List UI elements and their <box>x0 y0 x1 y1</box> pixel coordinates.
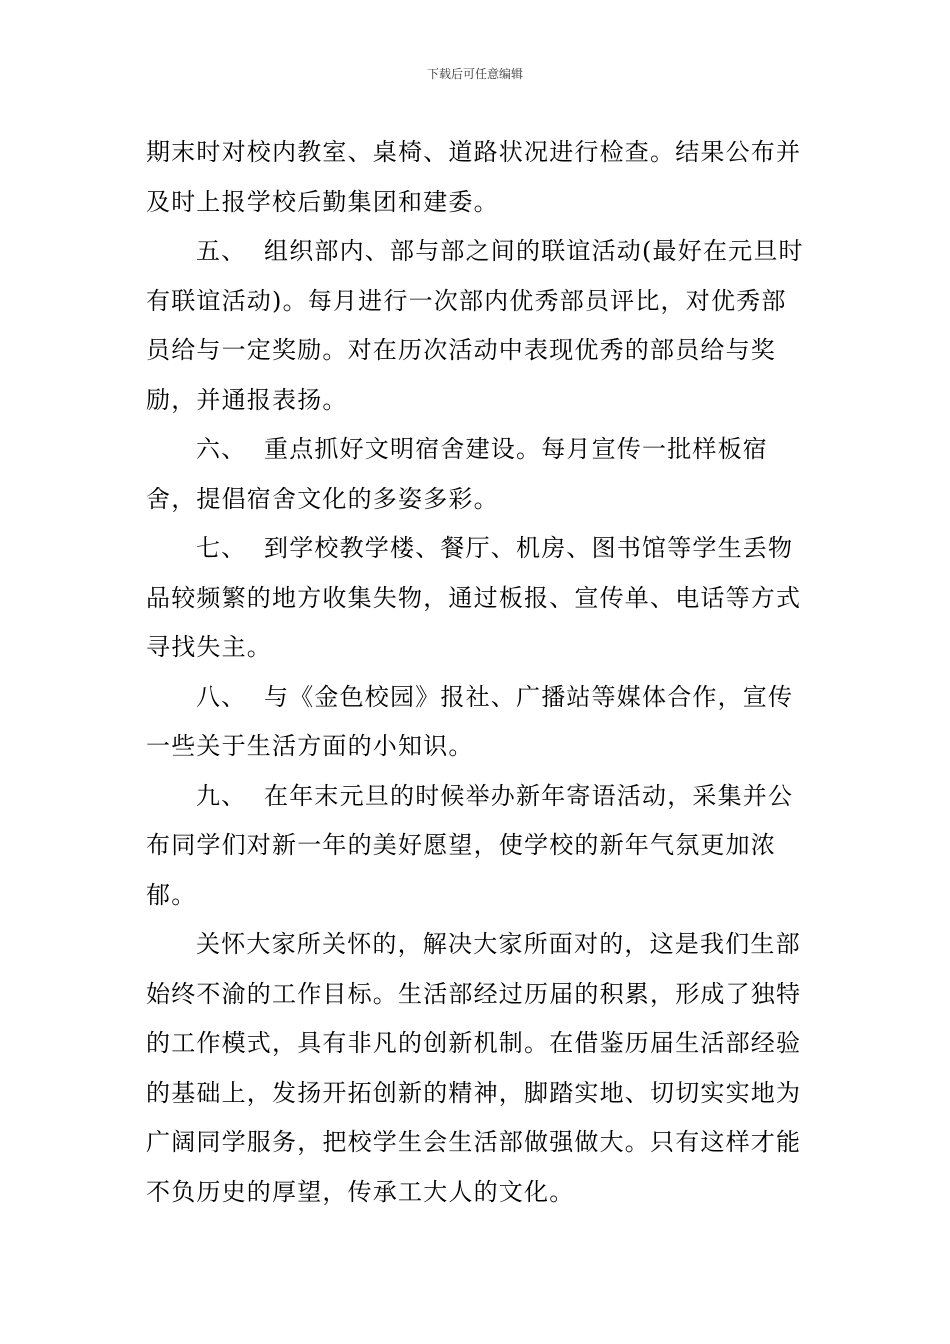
paragraph-item-8 <box>146 673 810 772</box>
paragraph-continuation <box>146 128 810 227</box>
paragraph-conclusion <box>146 920 810 1217</box>
paragraph-text: 在年末元旦的时候举办新年寄语活动，采集并公布同学们对新一年的美好愿望，使学校的新年气氛更加浓郁。 <box>146 781 794 909</box>
paragraph-item-9 <box>146 772 810 921</box>
item-number: 九、 <box>196 781 247 810</box>
item-number: 五、 <box>196 237 247 265</box>
item-number: 八、 <box>196 682 247 711</box>
paragraph-text: 与《金色校园》报社、广播站等媒体合作，宣传一些关于生活方面的小知识。 <box>146 682 794 760</box>
paragraph-item-7 <box>146 524 810 673</box>
paragraph-text: 期末时对校内教室、桌椅、道路状况进行检查。结果公布并及时上报学校后勤集团和建委。 <box>146 138 802 216</box>
item-number: 六、 <box>196 435 247 463</box>
paragraph-text: 重点抓好文明宿舍建设。每月宣传一批样板宿舍，提倡宿舍文化的多姿多彩。 <box>146 435 768 513</box>
paragraph-item-5 <box>146 227 810 425</box>
paragraph-text: 组织部内、部与部之间的联谊活动(最好在元旦时有联谊活动)。每月进行一次部内优秀部员评比，对优秀部员给与一定奖励。对在历次活动中表现优秀的部员给与奖励，并通报表扬。 <box>146 237 804 414</box>
paragraph-text: 到学校教学楼、餐厅、机房、图书馆等学生丢物品较频繁的地方收集失物，通过板报、宣传单、电话等方式寻找失主。 <box>146 534 802 661</box>
paragraph-text: 关怀大家所关怀的，解决大家所面对的，这是我们生部始终不渝的工作目标。生活部经过历届的积累，形成了独特的工作模式，具有非凡的创新机制。在借鉴历届生活部经验的基础上，发扬开拓创新的精神，脚踏实地、切切实实地为广阔同学服务，把校学生会生活部做强做大。只有这样才能不负历史的厚望，传承工大人的文化。 <box>146 930 802 1206</box>
page-header: 下载后可任意编辑 <box>426 67 523 81</box>
document-body <box>146 128 810 1217</box>
item-number: 七、 <box>196 534 247 562</box>
paragraph-item-6 <box>146 425 810 524</box>
